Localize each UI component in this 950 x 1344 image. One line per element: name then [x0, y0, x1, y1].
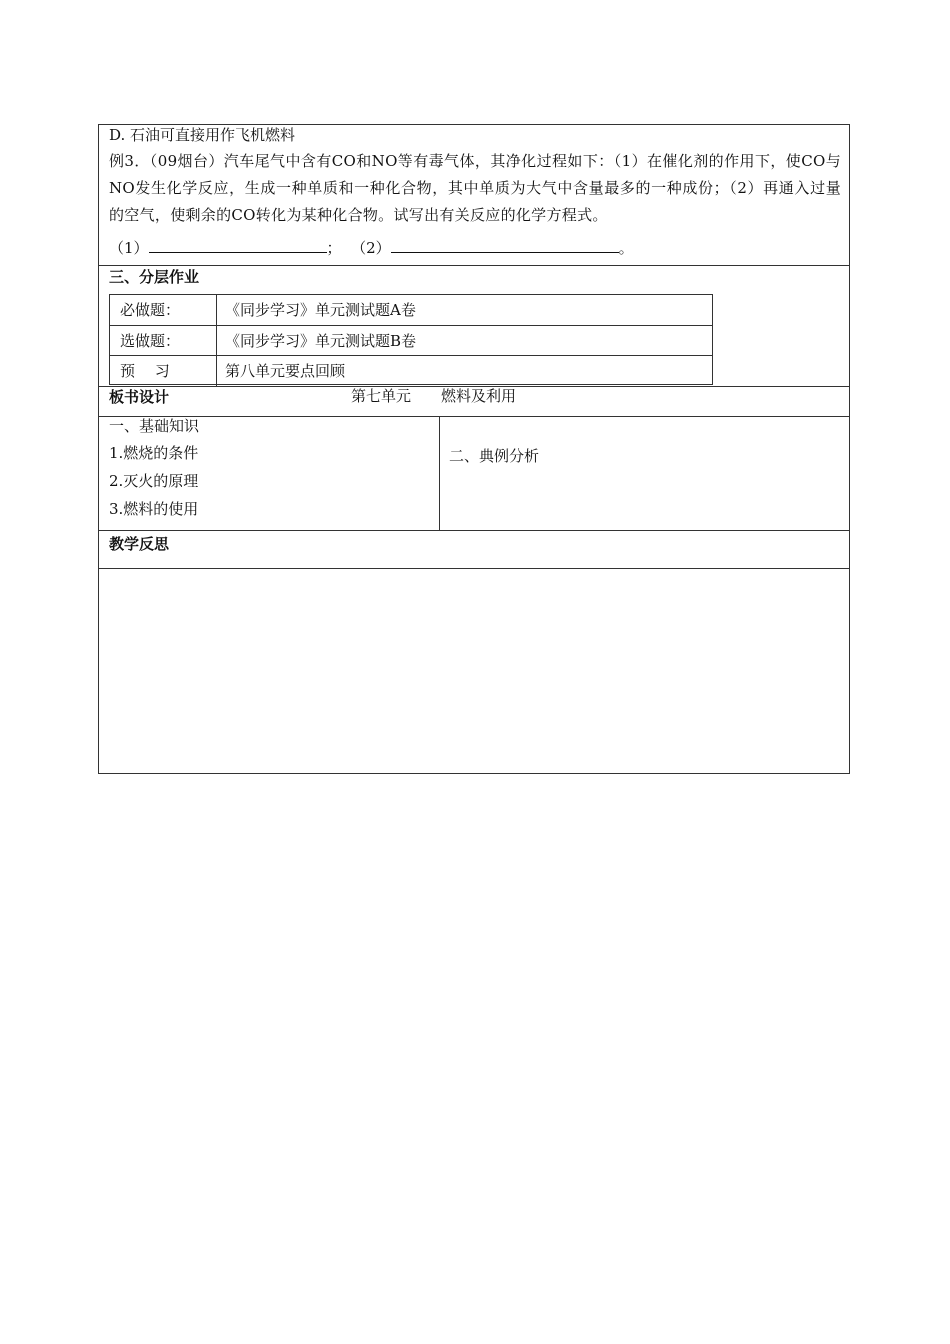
- homework-label: 预 习: [120, 362, 170, 380]
- homework-row: [110, 325, 712, 356]
- blank2-label: （2）: [351, 239, 391, 257]
- knowledge-item: 2.灭火的原理: [109, 472, 199, 490]
- column-divider: [439, 416, 440, 530]
- knowledge-item: 3.燃料的使用: [109, 500, 199, 518]
- homework-content: 《同步学习》单元测试题A卷: [225, 301, 416, 319]
- answer-blank-1[interactable]: [149, 236, 327, 253]
- answer-line: [109, 236, 634, 258]
- divider: [99, 416, 849, 417]
- reflection-title: 教学反思: [109, 535, 170, 553]
- divider: [99, 530, 849, 531]
- homework-label: 选做题：: [120, 332, 181, 350]
- homework-title: 三、分层作业: [109, 268, 200, 286]
- example-analysis-heading: 二、典例分析: [449, 447, 540, 465]
- divider: [99, 265, 849, 266]
- option-d: D. 石油可直接用作飞机燃料: [109, 126, 296, 144]
- homework-row: [110, 355, 712, 386]
- basic-knowledge-heading: 一、基础知识: [109, 417, 200, 435]
- homework-label: 必做题：: [120, 301, 181, 319]
- answer-blank-2[interactable]: [391, 236, 619, 253]
- homework-row: [110, 295, 712, 325]
- homework-content: 《同步学习》单元测试题B卷: [225, 332, 417, 350]
- homework-content: 第八单元要点回顾: [225, 362, 346, 380]
- board-title: 板书设计: [109, 388, 170, 406]
- homework-table: [109, 294, 713, 385]
- lesson-plan-table: [98, 124, 850, 774]
- blank1-label: （1）: [109, 239, 149, 257]
- reflection-area[interactable]: [99, 569, 849, 773]
- example-3: 例3．（09烟台）汽车尾气中含有CO和NO等有毒气体，其净化过程如下：（1）在催化剂的作用下，使CO与NO发生化学反应，生成一种单质和一种化合物，其中单质为大气中含量最多的一种成份；（2）再通入过量的空气，使剩余的CO转化为某种化合物。试写出有关反应的化学方程式。: [109, 152, 841, 224]
- answer-end: 。: [618, 239, 634, 257]
- blank-separator: ；: [326, 239, 342, 257]
- knowledge-item: 1.燃烧的条件: [109, 444, 199, 462]
- board-unit-title: 第七单元 燃料及利用: [351, 387, 517, 405]
